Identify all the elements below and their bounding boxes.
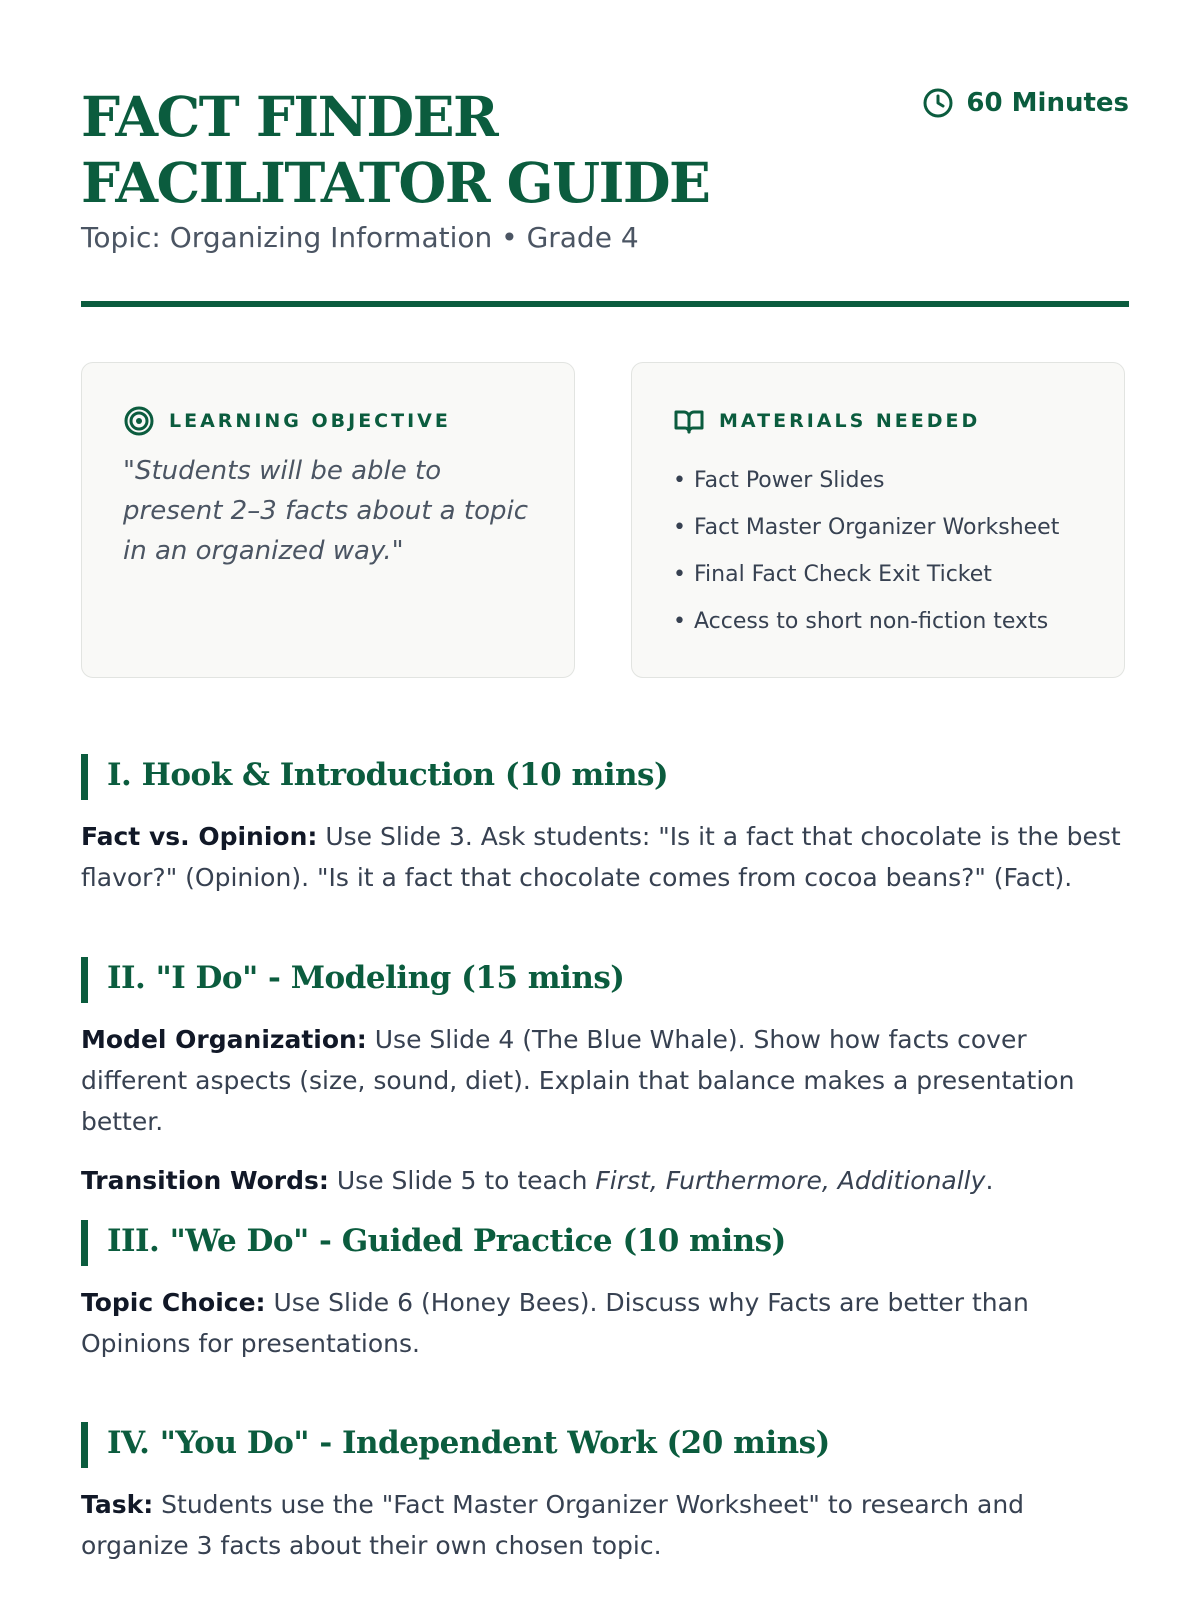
paragraph-text: Use Slide 6 (Honey Bees). Discuss why Facts are better than Opinions for presentations. bbox=[81, 1288, 1029, 1358]
list-item: • Fact Power Slides bbox=[673, 457, 1059, 504]
section-paragraph bbox=[81, 1282, 1129, 1364]
materials-card bbox=[631, 362, 1125, 678]
paragraph-label: Topic Choice: bbox=[81, 1288, 266, 1317]
materials-label: MATERIALS NEEDED bbox=[719, 410, 981, 432]
materials-heading bbox=[673, 405, 980, 437]
paragraph-text: Use Slide 5 to teach bbox=[328, 1166, 596, 1195]
learning-objective-card bbox=[81, 362, 575, 678]
section-title: III. "We Do" - Guided Practice (10 mins) bbox=[81, 1218, 1129, 1264]
section-paragraph bbox=[81, 1019, 1129, 1142]
section-hook bbox=[81, 752, 1129, 898]
section-paragraph bbox=[81, 1484, 1129, 1566]
paragraph-text: Use Slide 3. Ask students: "Is it a fact that chocolate is the best flavor?" (Opinion). "Is it a fact that chocolate comes from cocoa beans?" (Fact). bbox=[81, 822, 1121, 892]
paragraph-label: Transition Words: bbox=[81, 1166, 329, 1195]
section-paragraph bbox=[81, 816, 1129, 898]
paragraph-label: Model Organization: bbox=[81, 1025, 367, 1054]
target-icon bbox=[123, 405, 155, 437]
paragraph-text: Students use the "Fact Master Organizer Worksheet" to research and organize 3 facts about their own chosen topic. bbox=[81, 1490, 1025, 1560]
book-open-icon bbox=[673, 405, 705, 437]
page-title: FACT FINDER FACILITATOR GUIDE bbox=[81, 84, 710, 215]
section-guided-practice bbox=[81, 1218, 1129, 1364]
list-item: • Final Fact Check Exit Ticket bbox=[673, 551, 1059, 598]
learning-objective-label: LEARNING OBJECTIVE bbox=[169, 410, 451, 432]
guide-header bbox=[81, 84, 1129, 314]
paragraph-label: Fact vs. Opinion: bbox=[81, 822, 318, 851]
learning-objective-heading bbox=[123, 405, 451, 437]
duration-label: 60 Minutes bbox=[966, 88, 1129, 118]
section-title: IV. "You Do" - Independent Work (20 mins) bbox=[81, 1420, 1129, 1466]
clock-icon bbox=[922, 87, 954, 119]
section-modeling bbox=[81, 955, 1129, 1201]
section-paragraph bbox=[81, 1160, 1129, 1201]
list-item: • Fact Master Organizer Worksheet bbox=[673, 504, 1059, 551]
page-subtitle: Topic: Organizing Information • Grade 4 bbox=[81, 221, 639, 254]
section-title: I. Hook & Introduction (10 mins) bbox=[81, 752, 1129, 798]
section-title: II. "I Do" - Modeling (15 mins) bbox=[81, 955, 1129, 1001]
list-item: • Access to short non-fiction texts bbox=[673, 598, 1059, 645]
paragraph-label: Task: bbox=[81, 1490, 154, 1519]
duration-badge bbox=[922, 86, 1129, 120]
transition-words: First, Furthermore, Additionally bbox=[595, 1166, 986, 1195]
section-independent-work bbox=[81, 1420, 1129, 1566]
paragraph-text: Use Slide 4 (The Blue Whale). Show how facts cover different aspects (size, sound, diet). Explain that balance makes a presentation better. bbox=[81, 1025, 1075, 1136]
header-divider bbox=[81, 301, 1129, 307]
paragraph-text-end: . bbox=[985, 1166, 994, 1195]
materials-list bbox=[673, 457, 1059, 645]
learning-objective-text: "Students will be able to present 2–3 facts about a topic in an organized way." bbox=[123, 456, 529, 566]
